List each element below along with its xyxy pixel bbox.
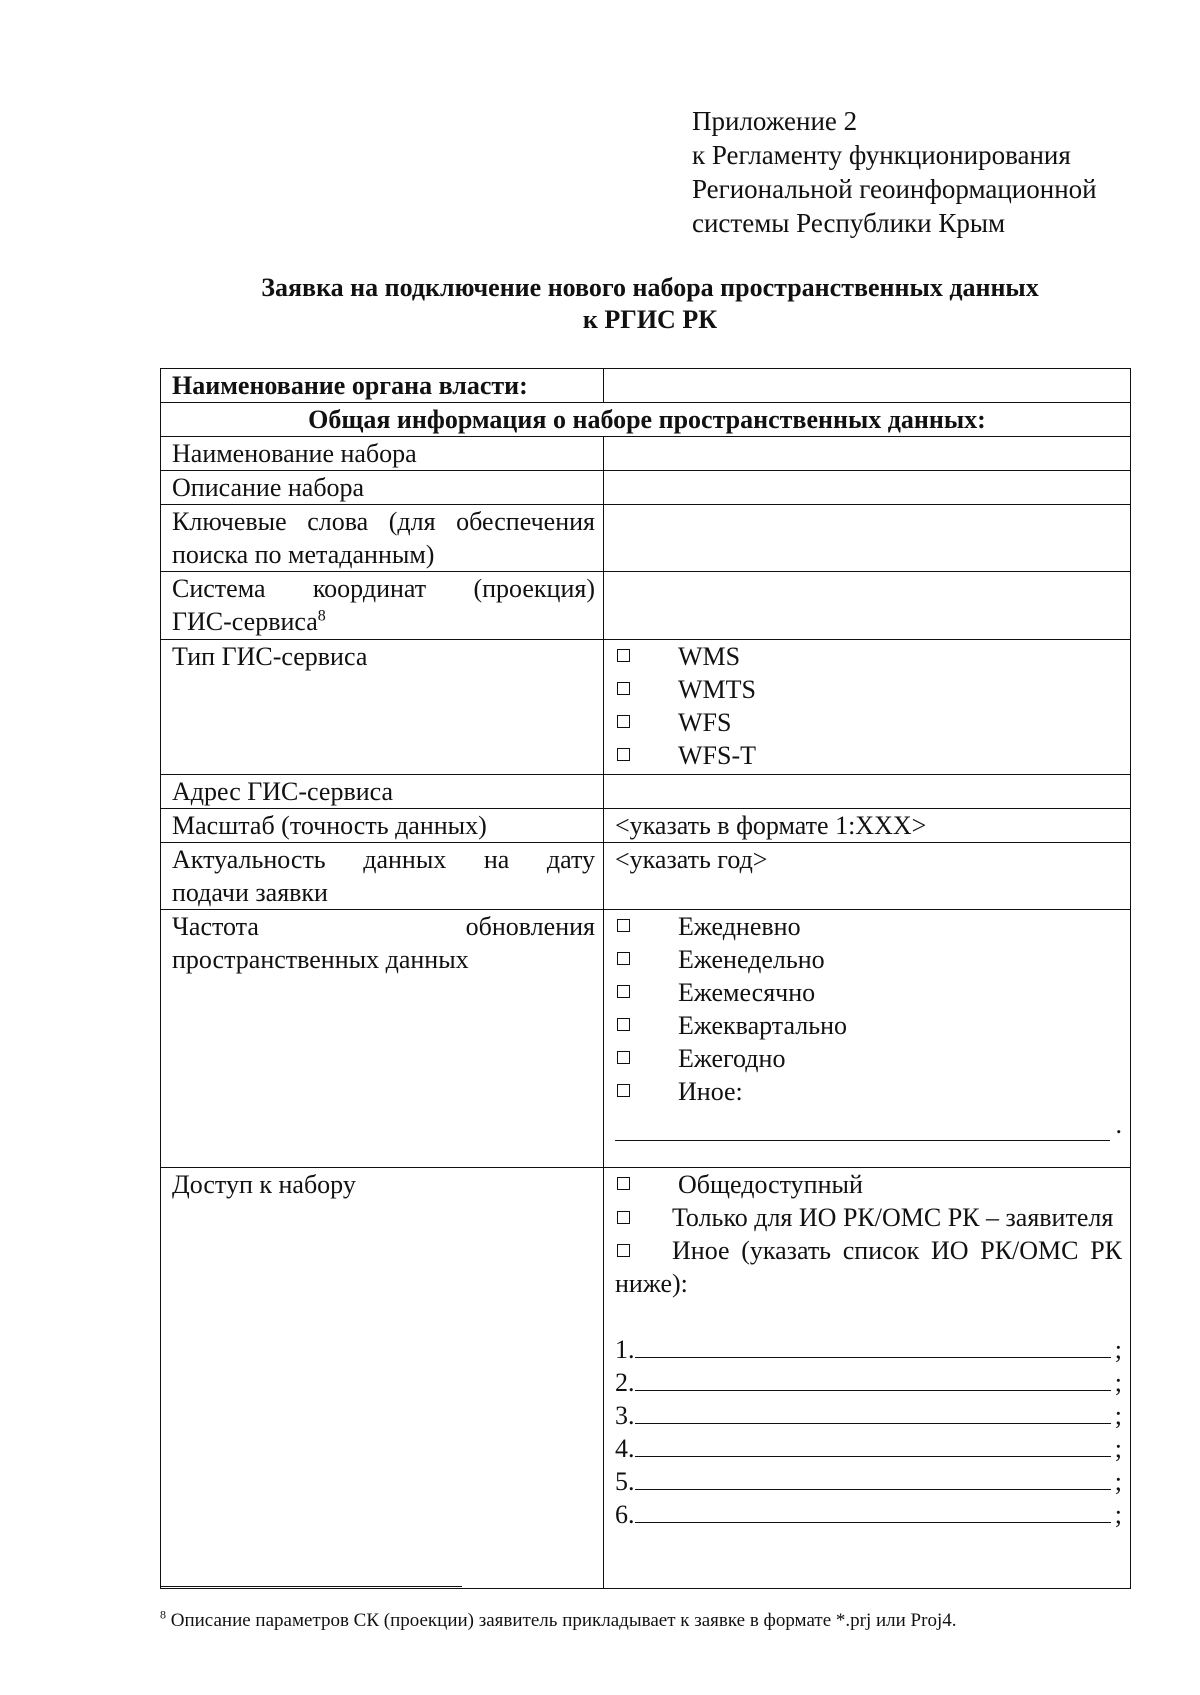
footnote-text: Описание параметров СК (проекции) заявитель прикладывает к заявке в формате *.prj или Proj4. — [170, 1610, 957, 1631]
frequency-option-weekly[interactable] — [615, 943, 1122, 976]
table-row-dataset-description — [161, 471, 1131, 505]
table-row-dataset-name — [161, 437, 1131, 471]
actuality-field[interactable]: <указать год> — [604, 843, 1131, 910]
checkbox-icon[interactable] — [617, 1211, 630, 1224]
service-type-option-wms[interactable] — [615, 640, 1122, 673]
frequency-label — [161, 910, 604, 1168]
frequency-label-line-1: Частота обновления — [172, 912, 595, 941]
checkbox-icon[interactable] — [617, 1244, 630, 1257]
option-label: WFS — [678, 708, 732, 737]
checkbox-icon[interactable] — [617, 748, 630, 761]
access-list-item[interactable] — [615, 1465, 1122, 1498]
option-label: Иное (указать список ИО РК/ОМС РК ниже): — [615, 1236, 1122, 1298]
blank-underline[interactable] — [635, 1333, 1111, 1358]
access-list-item[interactable] — [615, 1498, 1122, 1531]
scale-field[interactable]: <указать в формате 1:XXX> — [604, 809, 1131, 843]
option-label: Общедоступный — [678, 1170, 863, 1199]
footnote-separator — [160, 1586, 462, 1587]
access-list-item[interactable] — [615, 1366, 1122, 1399]
option-label: Только для ИО РК/ОМС РК – заявителя — [672, 1203, 1114, 1232]
scale-label: Масштаб (точность данных) — [161, 809, 604, 843]
checkbox-icon[interactable] — [617, 985, 630, 998]
access-options — [604, 1168, 1131, 1589]
checkbox-icon[interactable] — [617, 715, 630, 728]
access-list-item[interactable] — [615, 1432, 1122, 1465]
service-type-label: Тип ГИС-сервиса — [161, 640, 604, 775]
table-row-service-address — [161, 775, 1131, 809]
checkbox-icon[interactable] — [617, 1018, 630, 1031]
keywords-field[interactable] — [604, 505, 1131, 572]
keywords-label-line-2: поиска по метаданным) — [172, 540, 435, 569]
list-number: 4. — [615, 1434, 635, 1463]
table-row-authority — [161, 369, 1131, 403]
service-address-field[interactable] — [604, 775, 1131, 809]
footnote-reference: 8 — [317, 607, 326, 625]
table-row-section-header — [161, 403, 1131, 437]
blank-underline[interactable] — [615, 1114, 1110, 1141]
frequency-option-monthly[interactable] — [615, 976, 1122, 1009]
list-end-mark: ; — [1114, 1401, 1122, 1430]
service-type-option-wmts[interactable] — [615, 673, 1122, 706]
checkbox-icon[interactable] — [617, 1051, 630, 1064]
crs-label-text: ГИС-сервиса — [172, 607, 318, 636]
crs-label-line-2 — [172, 605, 595, 638]
list-end-mark: ; — [1114, 1368, 1122, 1397]
service-type-options — [604, 640, 1131, 775]
table-row-service-type — [161, 640, 1131, 775]
actuality-label-line-1: Актуальность данных на дату — [172, 845, 595, 874]
authority-field[interactable] — [604, 369, 1131, 403]
dataset-description-label: Описание набора — [161, 471, 604, 505]
title-line-2: к РГИС РК — [582, 305, 718, 334]
crs-label-line-1: Система координат (проекция) — [172, 574, 595, 603]
appendix-line: системы Республики Крым — [692, 208, 1006, 238]
table-row-frequency — [161, 910, 1131, 1168]
section-header: Общая информация о наборе пространственных данных: — [161, 403, 1131, 437]
access-list-spacer — [615, 1300, 1122, 1333]
option-label: Ежемесячно — [678, 978, 816, 1007]
appendix-line: к Регламенту функционирования — [692, 140, 1071, 170]
appendix-block — [692, 104, 1097, 240]
table-row-actuality — [161, 843, 1131, 910]
list-end-mark: ; — [1114, 1434, 1122, 1463]
frequency-option-other[interactable] — [615, 1075, 1122, 1108]
list-number: 5. — [615, 1467, 635, 1496]
crs-label — [161, 572, 604, 640]
blank-underline[interactable] — [635, 1465, 1111, 1490]
actuality-label — [161, 843, 604, 910]
title-line-1: Заявка на подключение нового набора пространственных данных — [261, 273, 1039, 302]
frequency-label-line-2: пространственных данных — [172, 945, 469, 974]
checkbox-icon[interactable] — [617, 952, 630, 965]
list-end-mark: ; — [1114, 1467, 1122, 1496]
option-label: Еженедельно — [678, 945, 825, 974]
table-row-crs — [161, 572, 1131, 640]
dataset-description-field[interactable] — [604, 471, 1131, 505]
checkbox-icon[interactable] — [617, 649, 630, 662]
service-type-option-wfs-t[interactable] — [615, 739, 1122, 772]
checkbox-icon[interactable] — [617, 1084, 630, 1097]
appendix-line: Региональной геоинформационной — [692, 174, 1097, 204]
list-end-mark: ; — [1114, 1335, 1122, 1364]
footnote — [160, 1607, 957, 1632]
application-form-table — [160, 368, 1131, 1589]
access-option-other[interactable] — [615, 1234, 1122, 1300]
blank-underline[interactable] — [635, 1498, 1111, 1523]
option-label: WMS — [678, 642, 741, 671]
checkbox-icon[interactable] — [617, 682, 630, 695]
actuality-label-line-2: подачи заявки — [172, 878, 328, 907]
option-label: Ежедневно — [678, 912, 801, 941]
frequency-option-yearly[interactable] — [615, 1042, 1122, 1075]
authority-label: Наименование органа власти: — [161, 369, 604, 403]
frequency-option-quarterly[interactable] — [615, 1009, 1122, 1042]
list-number: 2. — [615, 1368, 635, 1397]
frequency-option-daily[interactable] — [615, 910, 1122, 943]
frequency-options — [604, 910, 1131, 1168]
blank-underline[interactable] — [635, 1432, 1111, 1457]
blank-underline[interactable] — [635, 1366, 1111, 1391]
appendix-line: Приложение 2 — [692, 106, 858, 136]
option-label: Ежеквартально — [678, 1011, 847, 1040]
service-type-option-wfs[interactable] — [615, 706, 1122, 739]
option-label: WFS-T — [678, 741, 756, 770]
access-option-public[interactable] — [615, 1168, 1122, 1201]
blank-underline[interactable] — [635, 1399, 1111, 1424]
access-label: Доступ к набору — [161, 1168, 604, 1589]
option-label: WMTS — [678, 675, 756, 704]
table-row-keywords — [161, 505, 1131, 572]
access-list-item[interactable] — [615, 1333, 1122, 1366]
option-label: Иное: — [678, 1077, 743, 1106]
keywords-label — [161, 505, 604, 572]
table-row-access — [161, 1168, 1131, 1589]
table-row-scale — [161, 809, 1131, 843]
option-label: Ежегодно — [678, 1044, 786, 1073]
footnote-mark: 8 — [160, 1607, 166, 1622]
blank-end-mark: . — [1115, 1110, 1122, 1139]
keywords-label-line-1: Ключевые слова (для обеспечения — [172, 507, 595, 536]
crs-field[interactable] — [604, 572, 1131, 640]
list-number: 3. — [615, 1401, 635, 1430]
list-end-mark: ; — [1114, 1500, 1122, 1529]
access-option-applicant-only[interactable] — [615, 1201, 1122, 1234]
list-number: 1. — [615, 1335, 635, 1364]
document-title — [160, 272, 1140, 336]
frequency-other-blank[interactable] — [615, 1108, 1122, 1141]
list-number: 6. — [615, 1500, 635, 1529]
access-list-item[interactable] — [615, 1399, 1122, 1432]
dataset-name-field[interactable] — [604, 437, 1131, 471]
service-address-label: Адрес ГИС-сервиса — [161, 775, 604, 809]
dataset-name-label: Наименование набора — [161, 437, 604, 471]
checkbox-icon[interactable] — [617, 919, 630, 932]
checkbox-icon[interactable] — [617, 1177, 630, 1190]
